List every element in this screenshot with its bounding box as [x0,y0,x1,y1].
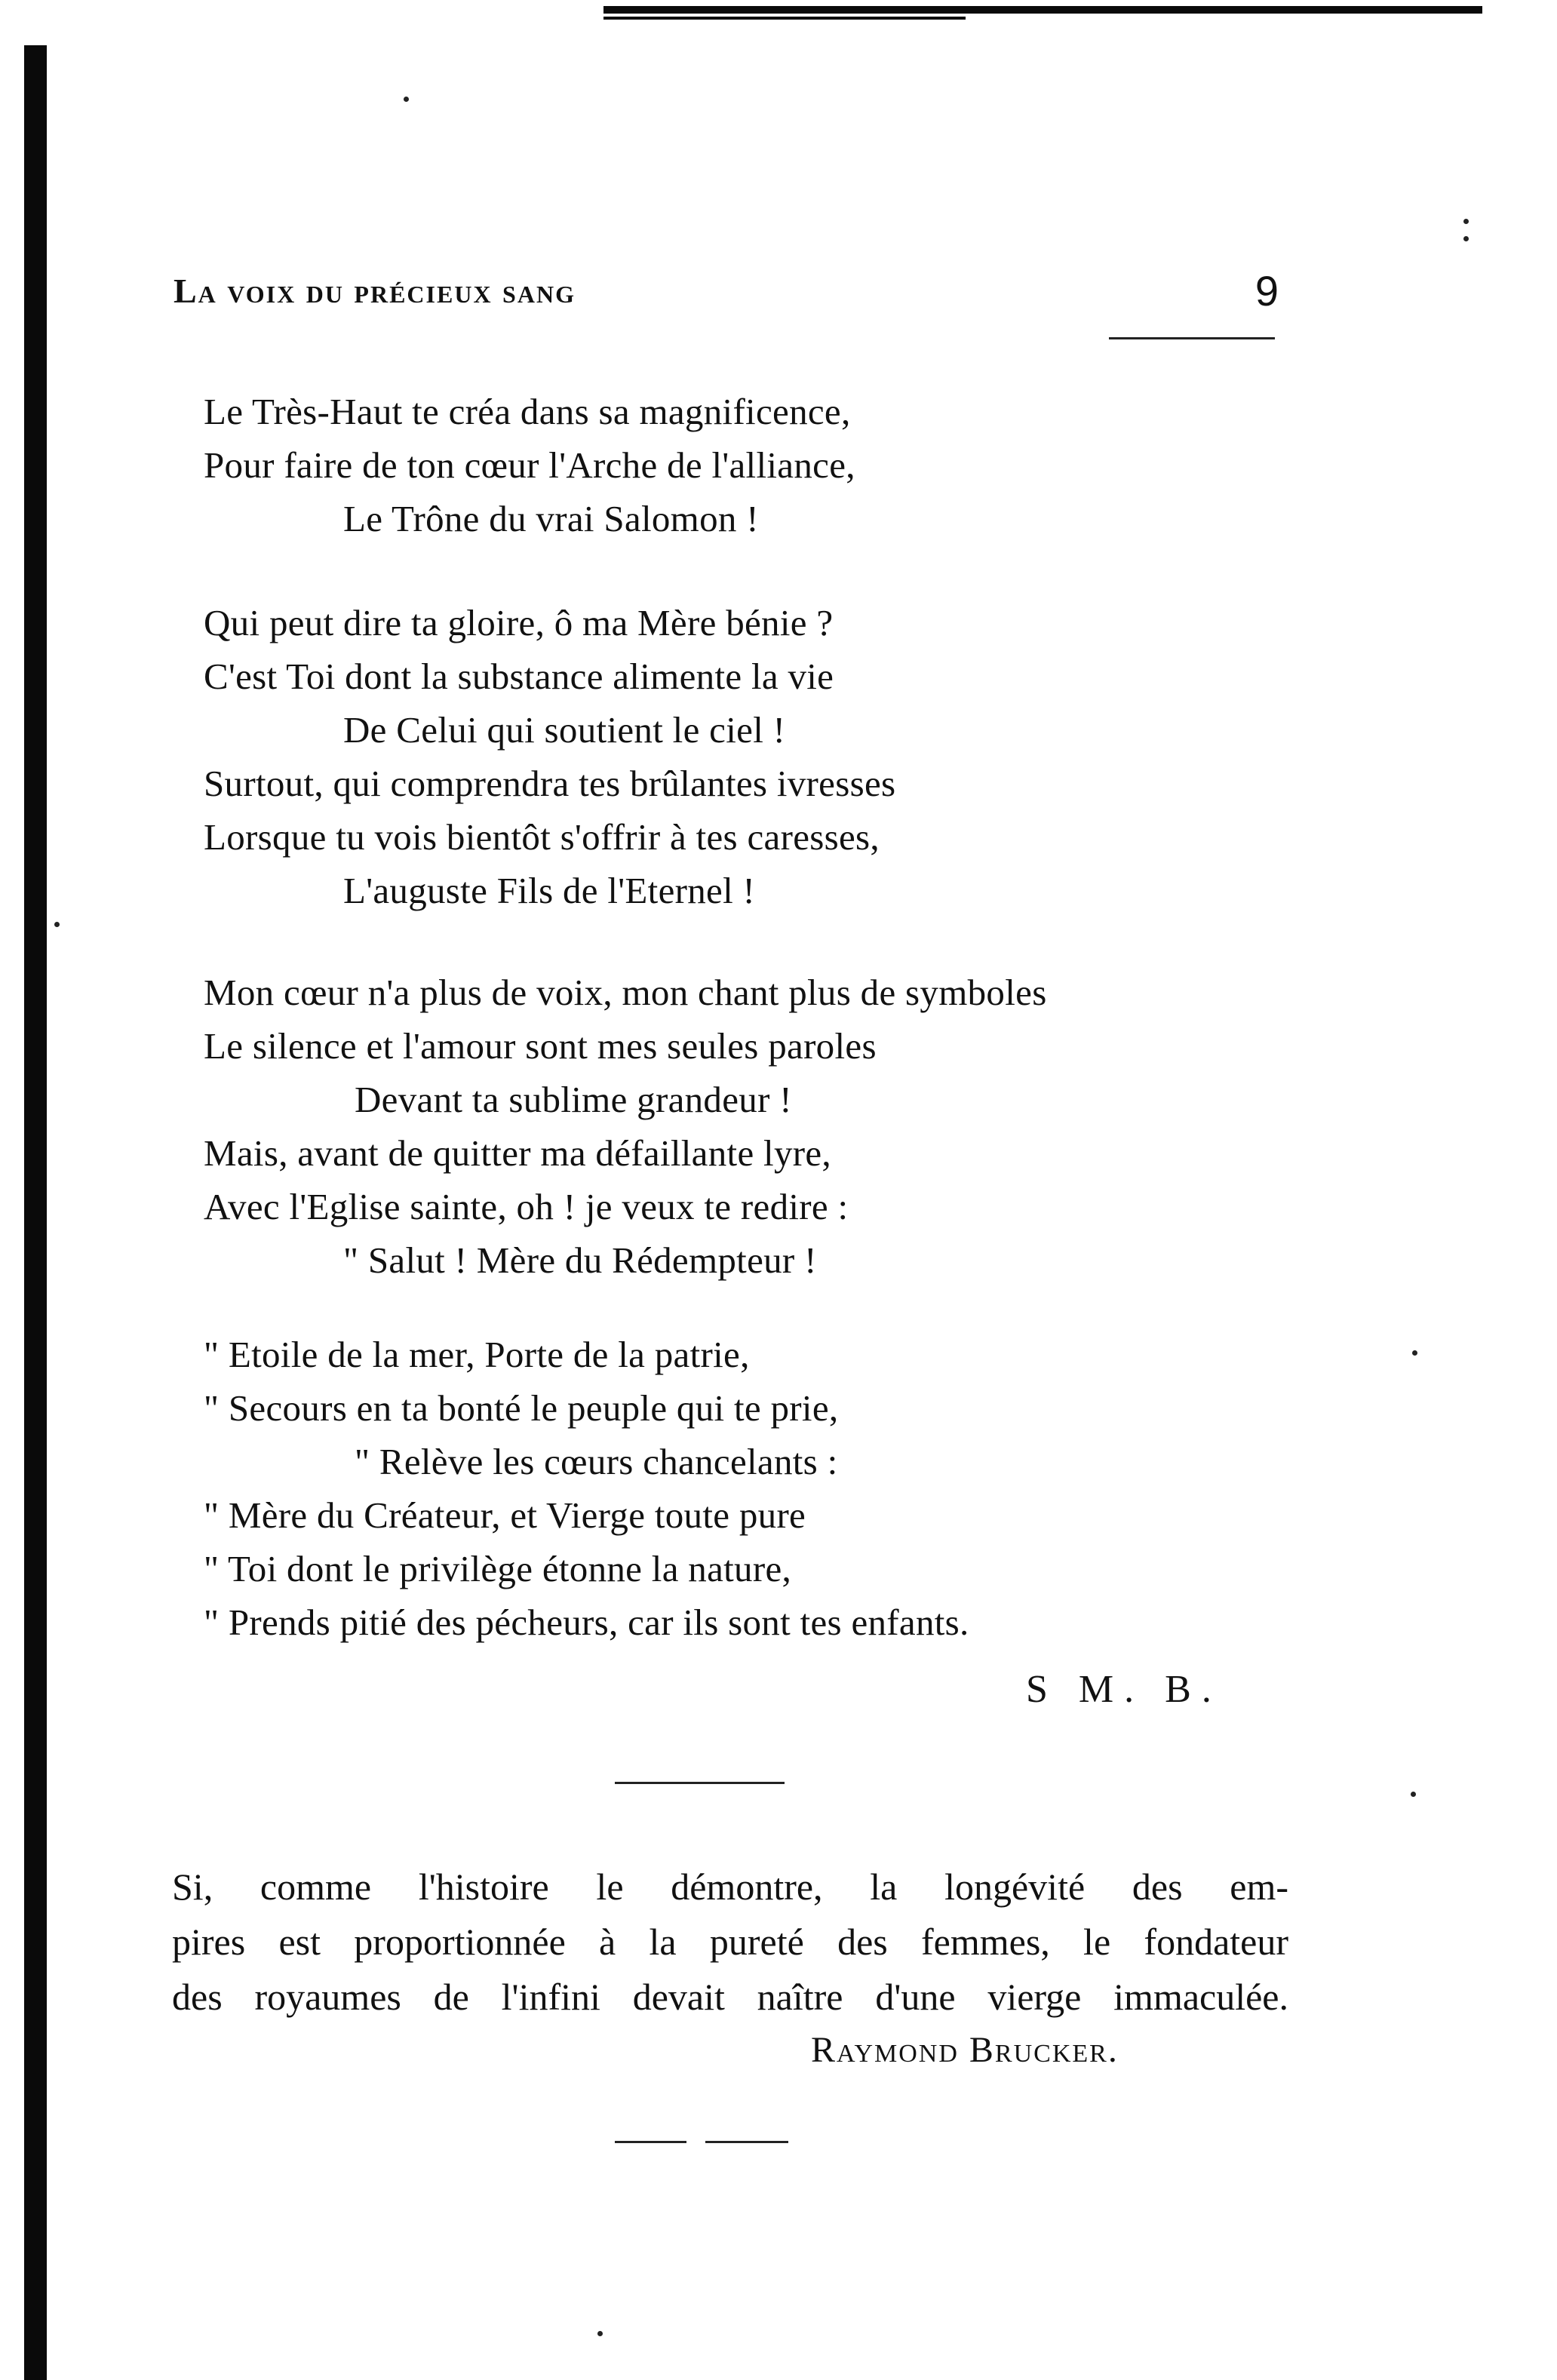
prose-line: des royaumes de l'infini devait naître d'une vierge immaculée. [172,1976,1288,2018]
verse-line: Qui peut dire ta gloire, ô ma Mère bénie ? [204,602,834,643]
scan-speck [1463,236,1469,241]
scan-speck [1412,1350,1417,1356]
running-head [174,264,1279,317]
verse-line: C'est Toi dont la substance alimente la vie [204,656,834,697]
section-separator [705,2141,788,2143]
verse-line: L'auguste Fils de l'Eternel ! [343,870,756,911]
verse-line: " Toi dont le privilège étonne la nature, [204,1548,792,1589]
section-separator [615,1782,785,1784]
prose-paragraph [172,1859,1288,2025]
verse-line: " Secours en ta bonté le peuple qui te prie, [204,1387,839,1429]
prose-line: Si, comme l'histoire le démontre, la longévité des em- [172,1866,1288,1908]
poem-stanza [204,1328,1335,1649]
scan-speck [597,2331,603,2336]
scan-speck [1463,219,1469,224]
verse-line: Avec l'Eglise sainte, oh ! je veux te redire : [204,1186,849,1227]
verse-line: " Salut ! Mère du Rédempteur ! [343,1239,817,1281]
top-edge-rule-thin [603,17,966,20]
running-title: La voix du précieux sang [174,271,576,310]
scan-speck [54,922,60,927]
verse-line: Surtout, qui comprendra tes brûlantes ivresses [204,763,896,804]
poem-signature: S M. B. [1026,1668,1222,1711]
page-number: 9 [1255,266,1279,315]
verse-line: Lorsque tu vois bientôt s'offrir à tes caresses, [204,816,880,858]
verse-line: Devant ta sublime grandeur ! [355,1079,792,1120]
poem-stanza [204,596,1335,917]
verse-line: De Celui qui soutient le ciel ! [343,709,786,751]
header-rule [1109,337,1275,339]
page-edge-shadow [24,45,47,2380]
prose-line: pires est proportionnée à la pureté des femmes, le fondateur [172,1921,1288,1963]
verse-line: Le Très-Haut te créa dans sa magnificence, [204,391,851,432]
verse-line: Mais, avant de quitter ma défaillante lyre, [204,1132,831,1174]
verse-line: Mon cœur n'a plus de voix, mon chant plus de symboles [204,972,1047,1013]
verse-line: Pour faire de ton cœur l'Arche de l'alliance, [204,444,855,486]
poem-stanza [204,966,1335,1287]
verse-line: " Mère du Créateur, et Vierge toute pure [204,1494,806,1536]
verse-line: " Prends pitié des pécheurs, car ils sont tes enfants. [204,1602,969,1643]
verse-line: Le silence et l'amour sont mes seules paroles [204,1025,877,1067]
section-separator [615,2141,686,2143]
verse-line: Le Trône du vrai Salomon ! [343,498,759,539]
verse-line: " Etoile de la mer, Porte de la patrie, [204,1334,750,1375]
scan-speck [404,97,409,102]
verse-line: " Relève les cœurs chancelants : [355,1441,838,1482]
prose-signature: Raymond Brucker. [811,2030,1119,2070]
top-edge-rule [603,6,1482,14]
scan-speck [1411,1792,1416,1797]
poem-stanza [204,385,1335,545]
